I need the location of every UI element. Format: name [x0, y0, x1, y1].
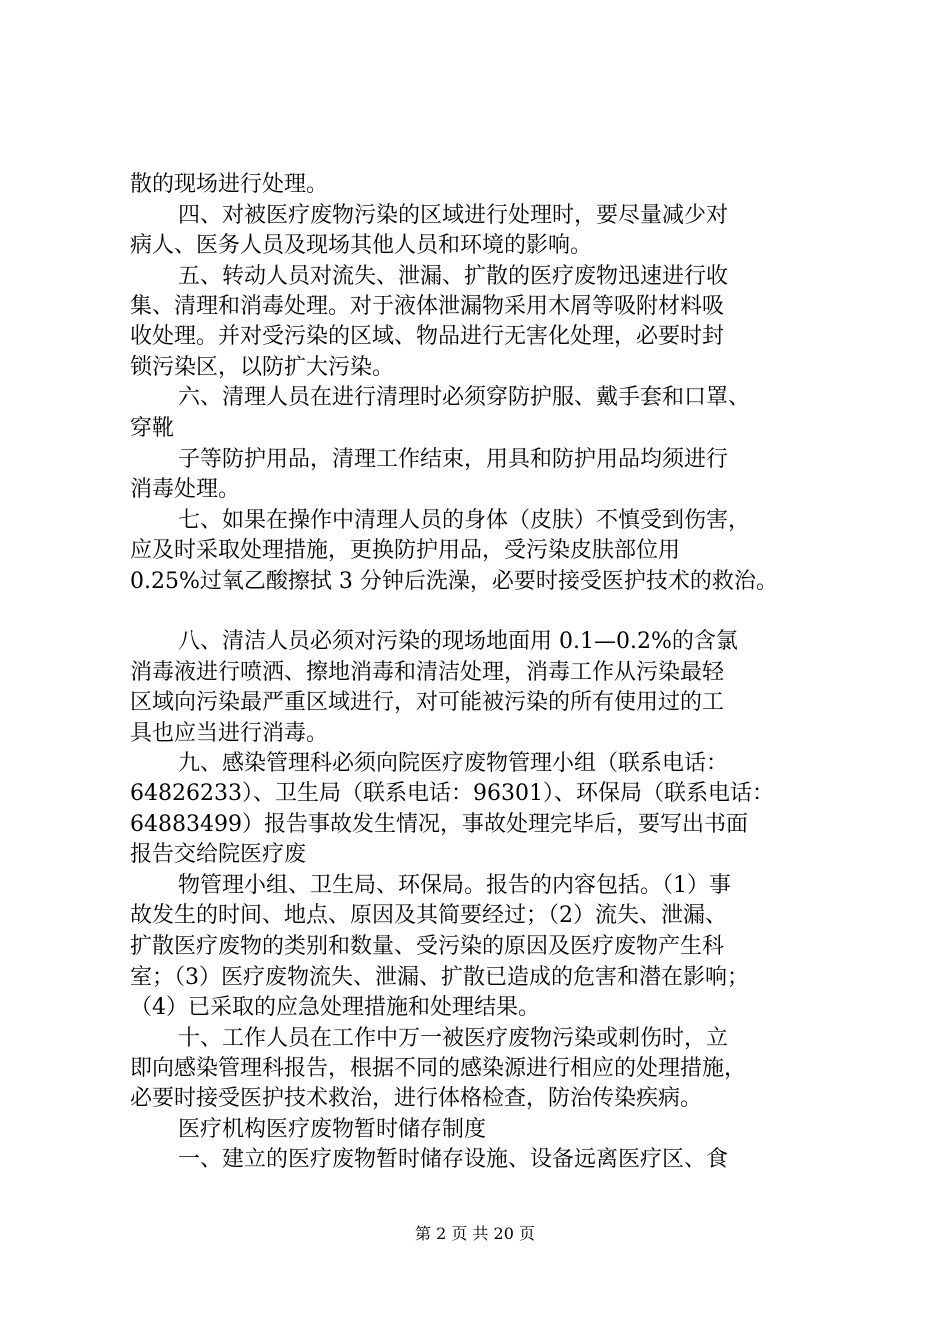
text-line: 五、转动人员对流失、泄漏、扩散的医疗废物迅速进行收: [178, 264, 729, 289]
text-line: 报告交给院医疗废: [130, 842, 307, 868]
text-line: 物管理小组、卫生局、环保局。报告的内容包括。（1）事: [178, 873, 731, 899]
text-line: 区域向污染最严重区域进行，对可能被污染的所有使用过的工: [130, 690, 725, 715]
text-line: 故发生的时间、地点、原因及其简要经过；（2）流失、泄漏、: [130, 903, 727, 929]
text-line: 即向感染管理科报告，根据不同的感染源进行相应的处理措施，: [130, 1055, 747, 1081]
text-line: 四、对被医疗废物污染的区域进行处理时，要尽量减少对: [178, 202, 729, 228]
text-line: 子等防护用品，清理工作结束，用具和防护用品均须进行: [178, 446, 729, 472]
text-line: 集、清理和消毒处理。对于液体泄漏物采用木屑等吸附材料吸: [130, 294, 725, 320]
page-number-footer: 第 2 页 共 20 页: [415, 1224, 535, 1243]
text-line: 八、清洁人员必须对污染的现场地面用 0.1—0.2%的含氯: [178, 629, 738, 654]
text-line: 64883499）报告事故发生情况，事故处理完毕后，要写出书面: [130, 812, 748, 838]
text-line: 室；（3）医疗废物流失、泄漏、扩散已造成的危害和潜在影响；: [130, 964, 749, 990]
text-line: 一、建立的医疗废物暂时储存设施、设备远离医疗区、食: [178, 1147, 729, 1172]
text-line: 扩散医疗废物的类别和数量、受污染的原因及医疗废物产生科: [130, 933, 725, 959]
text-line: 收处理。并对受污染的区域、物品进行无害化处理，必要时封: [130, 324, 725, 350]
text-line: 0.25%过氧乙酸擦拭 3 分钟后洗澡，必要时接受医护技术的救治。: [130, 568, 778, 594]
text-line: 十、工作人员在工作中万一被医疗废物污染或刺伤时，立: [178, 1025, 729, 1051]
text-line: （4）已采取的应急处理措施和处理结果。: [130, 994, 540, 1020]
text-line: 七、如果在操作中清理人员的身体（皮肤）不慎受到伤害，: [178, 507, 751, 533]
text-line: 消毒处理。: [130, 476, 241, 502]
text-line: 必要时接受医护技术救治，进行体格检查，防治传染疾病。: [130, 1085, 703, 1111]
text-line: 病人、医务人员及现场其他人员和环境的影响。: [130, 233, 593, 259]
text-line: 具也应当进行消毒。: [130, 721, 329, 746]
text-line: 消毒液进行喷洒、擦地消毒和清洁处理，消毒工作从污染最轻: [130, 659, 725, 685]
text-line: 散的现场进行处理。: [130, 172, 329, 197]
text-line: 医疗机构医疗废物暂时储存制度: [178, 1116, 487, 1142]
text-line: 九、感染管理科必须向院医疗废物管理小组（联系电话：: [178, 751, 729, 777]
text-line: 应及时采取处理措施，更换防护用品，受污染皮肤部位用: [130, 537, 681, 563]
text-line: 64826233）、卫生局（联系电话：96301）、环保局（联系电话：: [130, 781, 774, 807]
text-line: 穿靴: [130, 416, 175, 442]
text-line: 六、清理人员在进行清理时必须穿防护服、戴手套和口罩、: [178, 385, 751, 411]
text-line: 锁污染区，以防扩大污染。: [130, 355, 395, 381]
